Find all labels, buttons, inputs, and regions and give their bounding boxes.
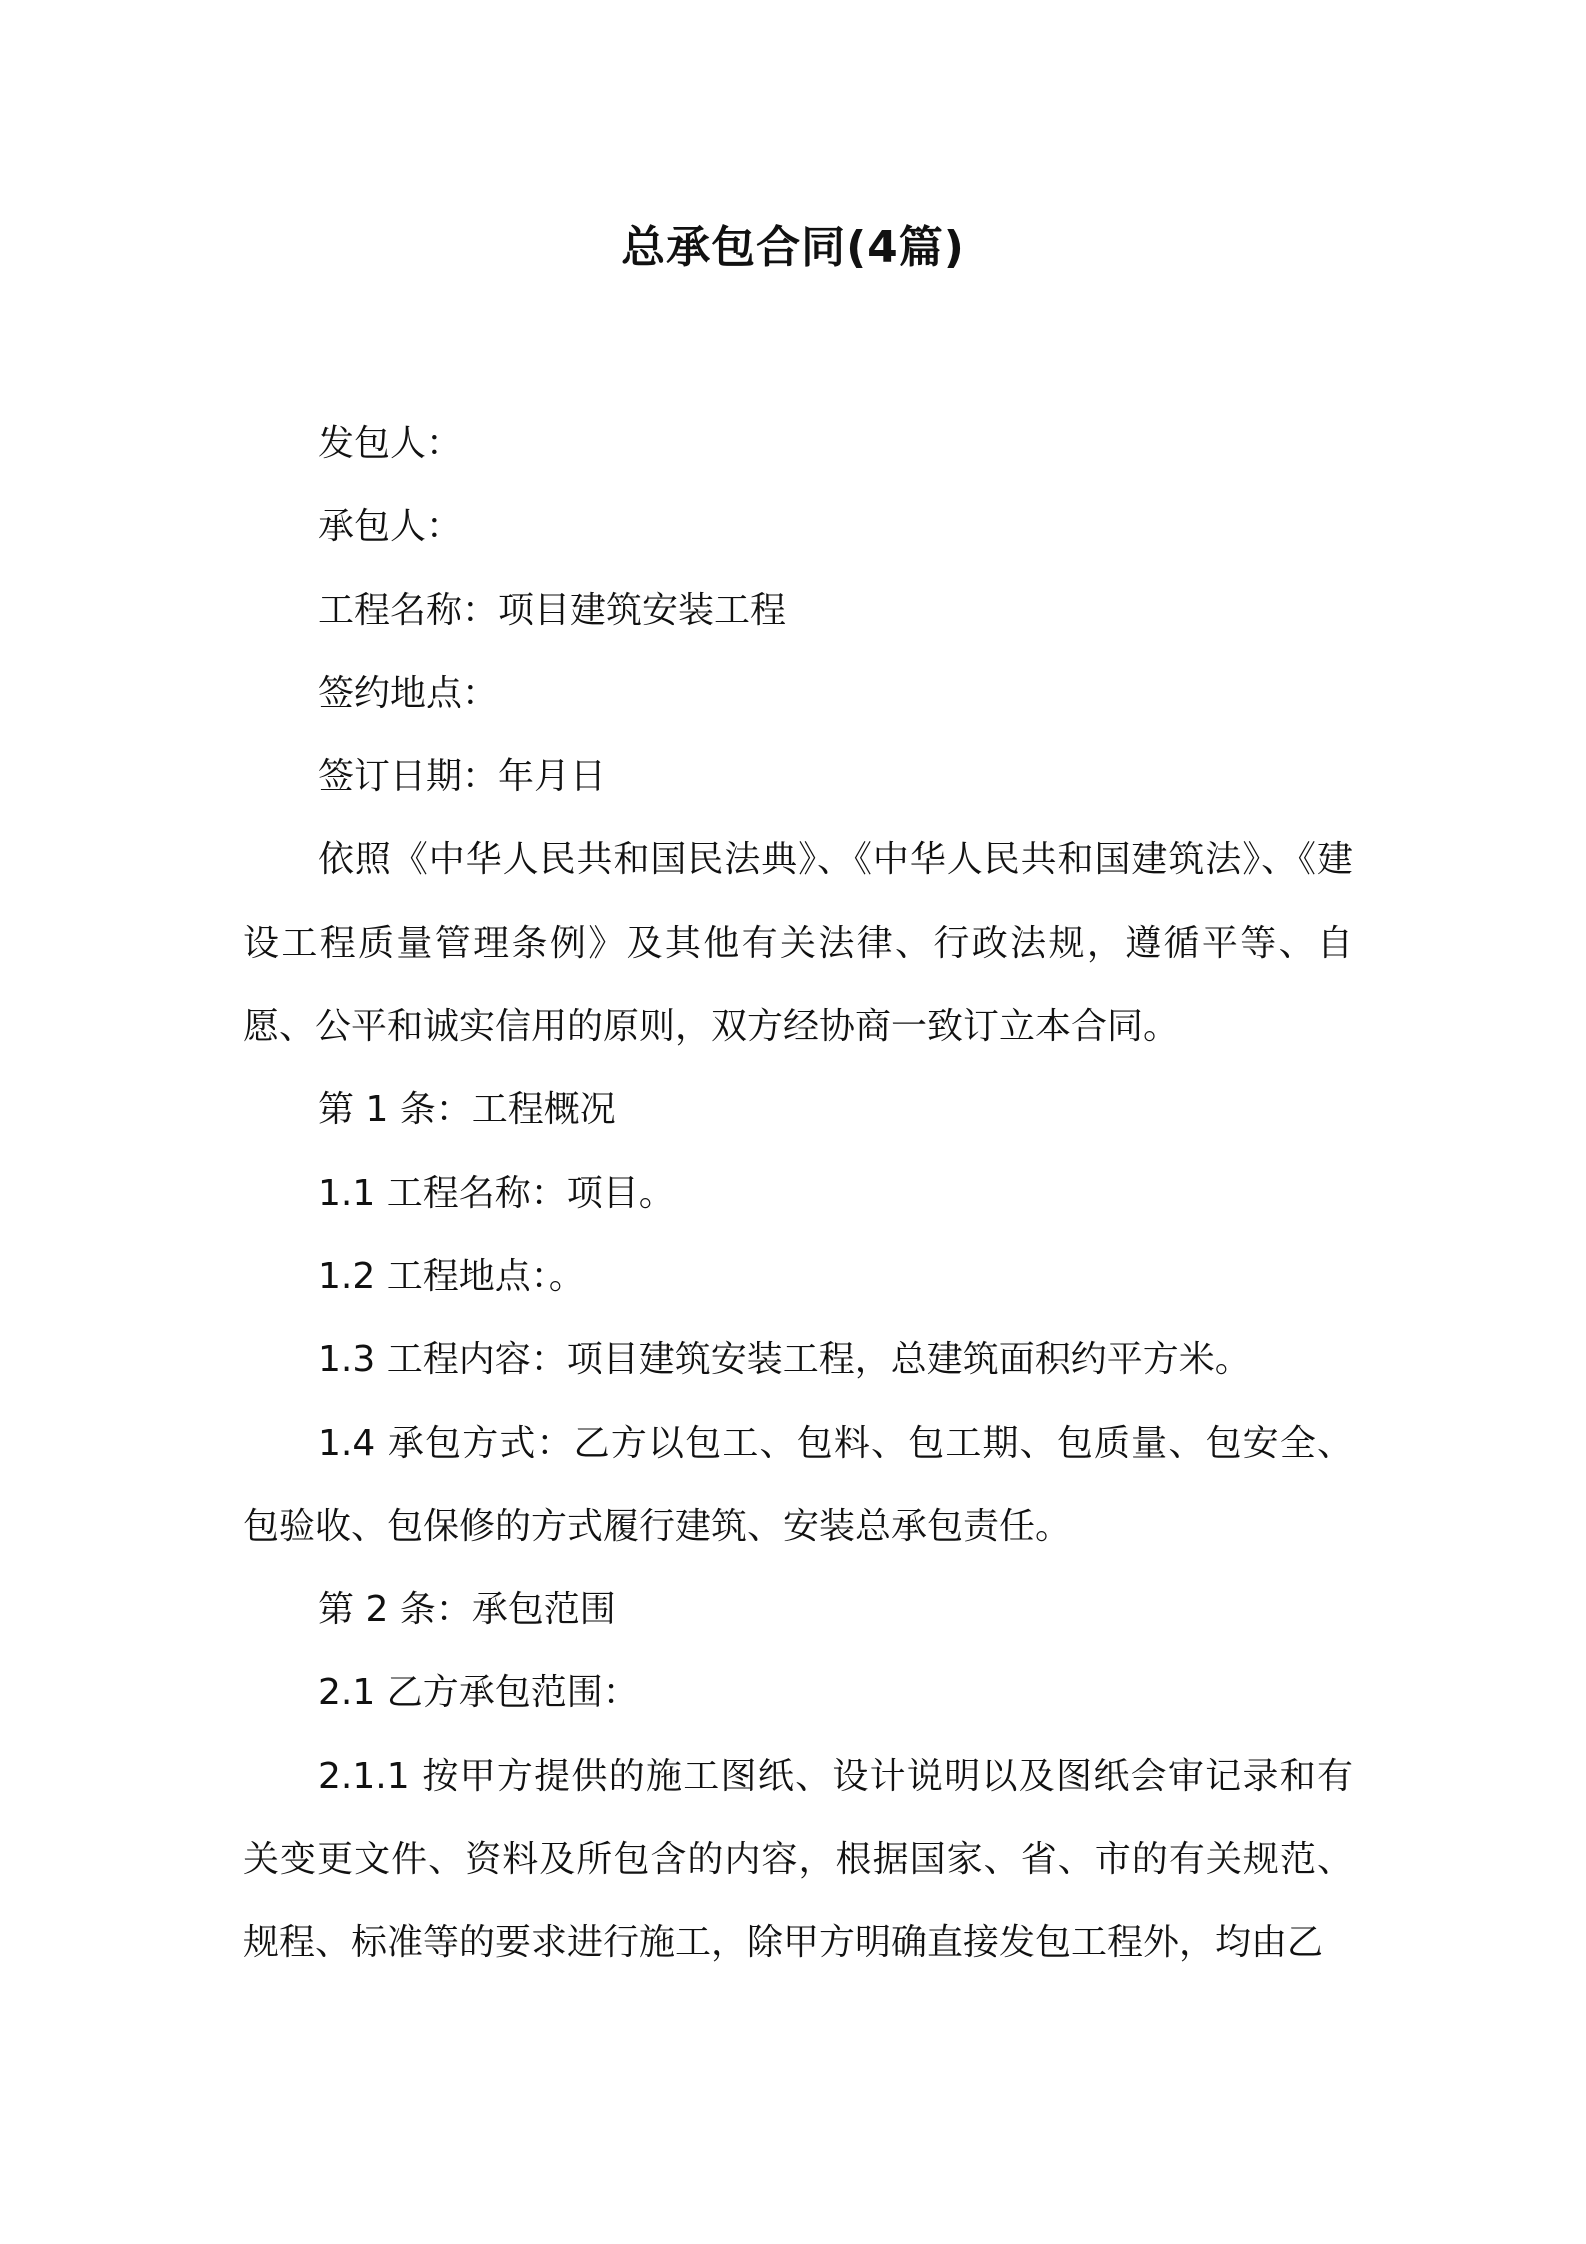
field-signing-place: 签约地点：: [318, 672, 499, 714]
clause-1-4: 1.4 承包方式：乙方以包工、包料、包工期、包质量、包安全、包验收、包保修的方式履行建筑、安装总承包责任。: [243, 1422, 1353, 1547]
document-title: 总承包合同(4篇): [621, 222, 965, 273]
preamble-paragraph: 依照《中华人民共和国民法典》、《中华人民共和国建筑法》、《建设工程质量管理条例》及其他有关法律、行政法规，遵循平等、自愿、公平和诚实信用的原则，双方经协商一致订立本合同。: [243, 839, 1353, 1048]
article-2-heading: 第 2 条：承包范围: [318, 1589, 616, 1631]
clause-2-1-1: 2.1.1 按甲方提供的施工图纸、设计说明以及图纸会审记录和有关变更文件、资料及所包含的内容，根据国家、省、市的有关规范、规程、标准等的要求进行施工，除甲方明确直接发包工程外，均由乙: [243, 1755, 1353, 1964]
clause-1-3: 1.3 工程内容：项目建筑安装工程，总建筑面积约平方米。: [318, 1339, 1251, 1381]
field-signing-date: 签订日期：年月日: [318, 756, 607, 798]
field-contractor: 承包人：: [318, 506, 463, 548]
document-body: [243, 402, 1353, 1985]
article-1-heading: 第 1 条：工程概况: [318, 1089, 616, 1131]
clause-1-1: 1.1 工程名称：项目。: [318, 1172, 675, 1214]
field-project-name: 工程名称：项目建筑安装工程: [318, 589, 787, 631]
clause-1-2: 1.2 工程地点：。: [318, 1255, 585, 1297]
field-employer: 发包人：: [318, 423, 463, 464]
clause-2-1: 2.1 乙方承包范围：: [318, 1672, 639, 1714]
